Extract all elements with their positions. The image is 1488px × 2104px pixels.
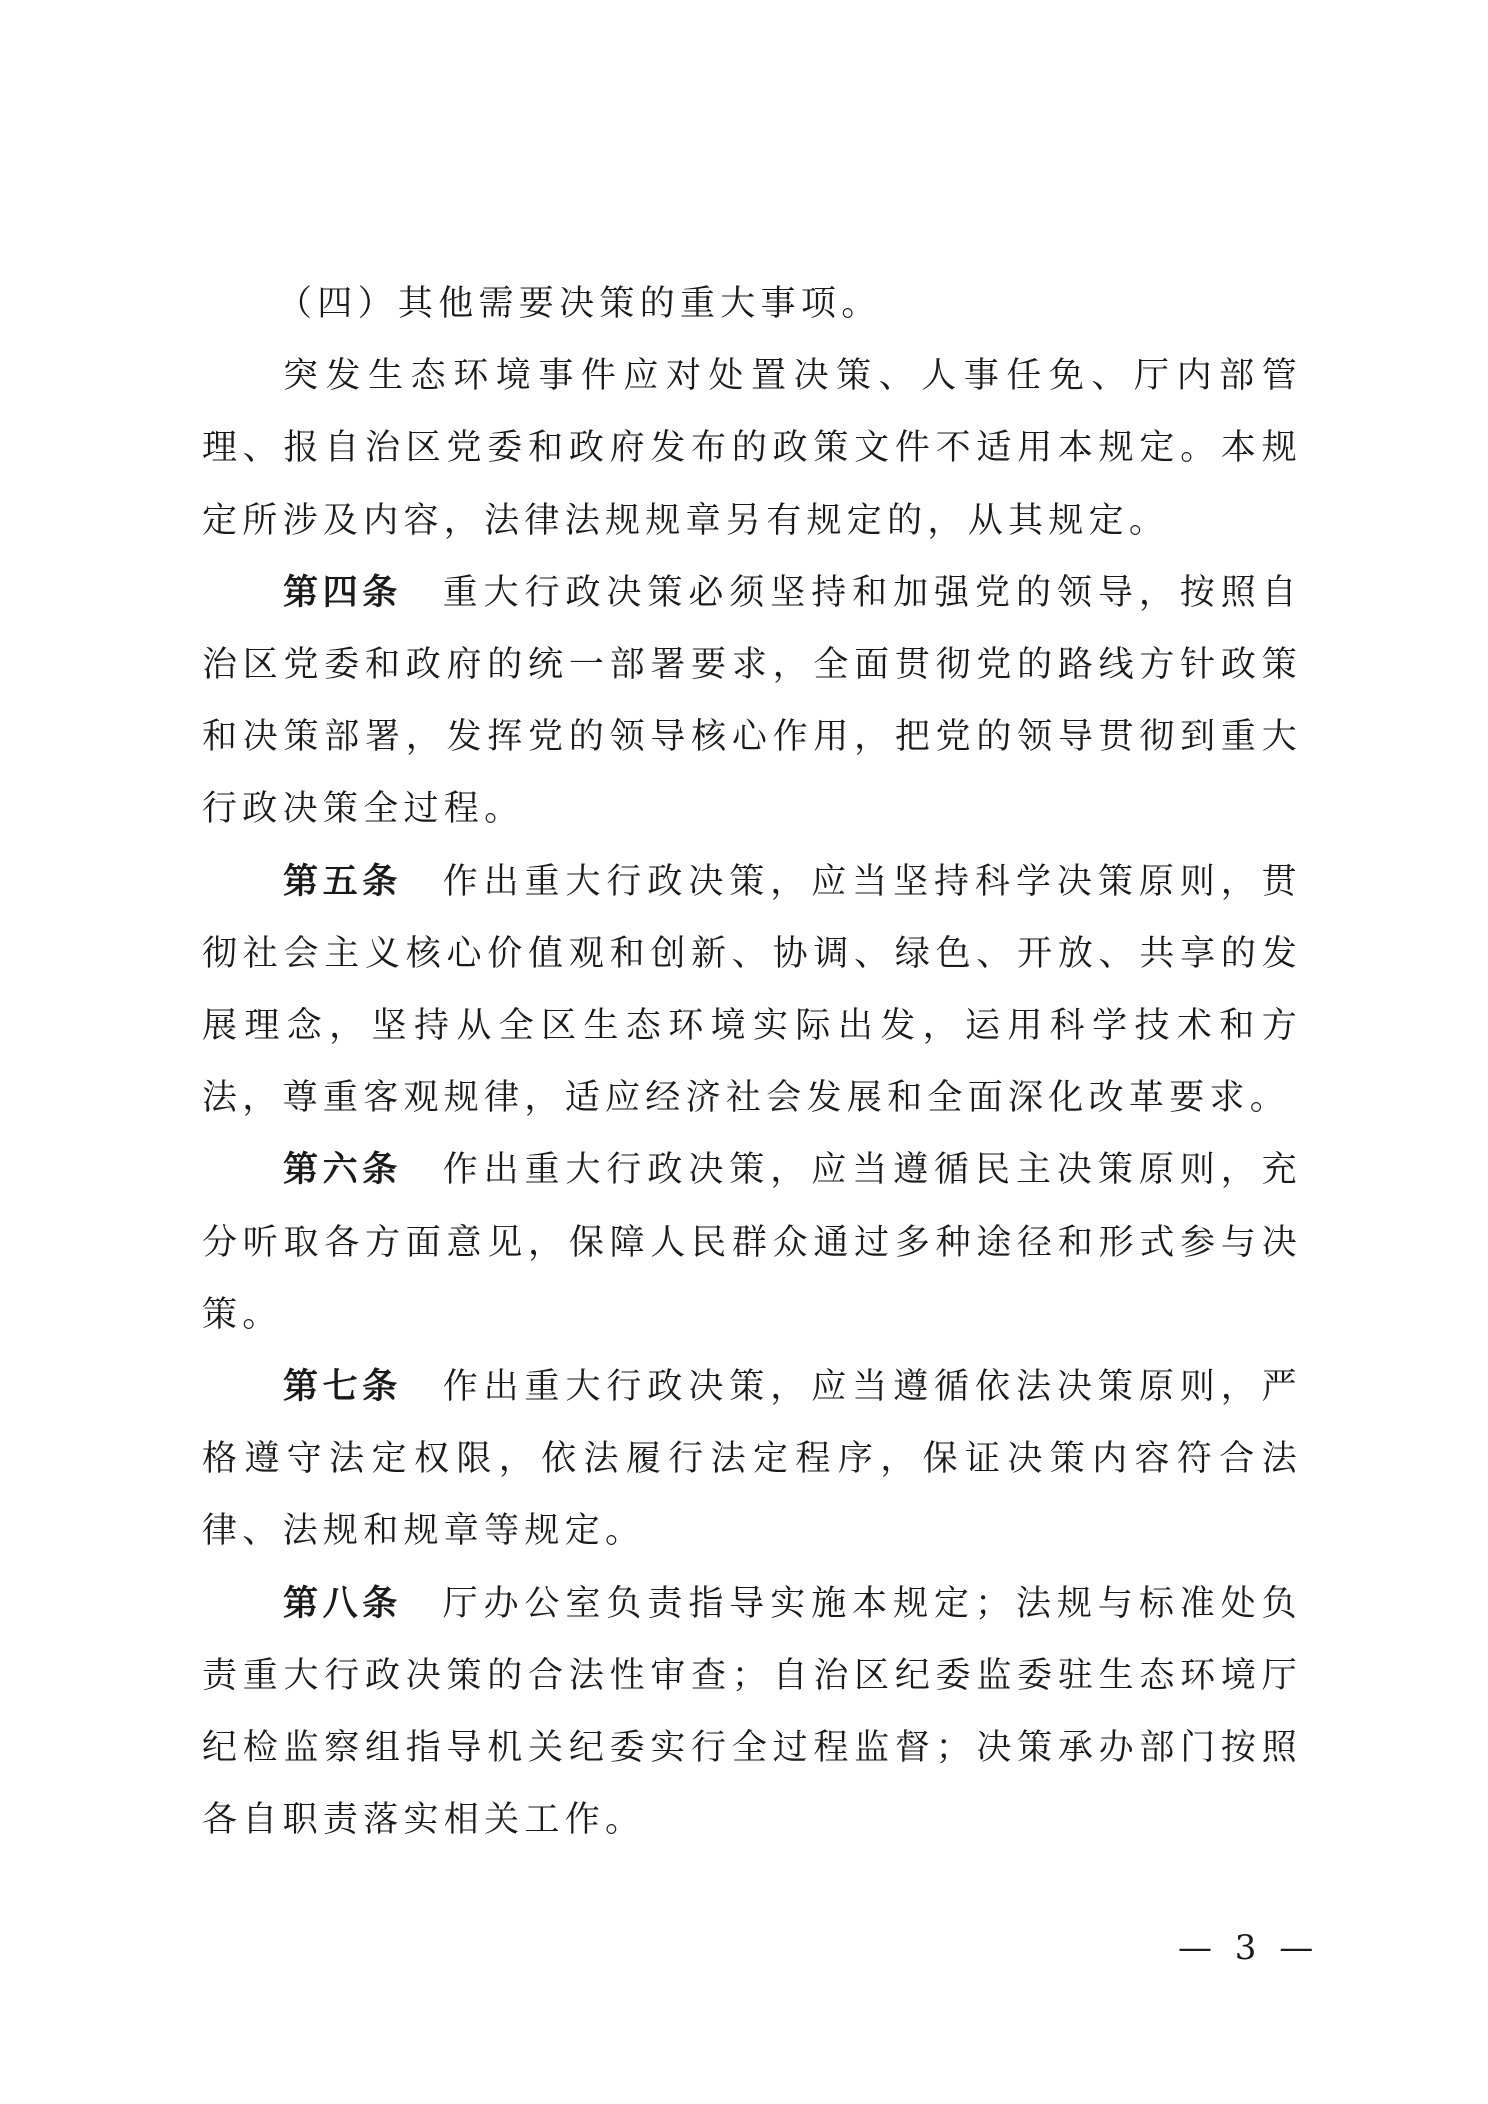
article-text: 作出重大行政决策，应当遵循民主决策原则，充分听取各方面意见，保障人民群众通过多种途径和形式参与决策。 <box>202 1150 1302 1335</box>
article-text: 重大行政决策必须坚持和加强党的领导，按照自治区党委和政府的统一部署要求，全面贯彻党的路线方针政策和决策部署，发挥党的领导核心作用，把党的领导贯彻到重大行政决策全过程。 <box>202 572 1302 830</box>
paragraph-exclusions <box>202 340 1302 557</box>
paragraph-item-4 <box>202 268 1302 340</box>
article-heading: 第六条 <box>283 1150 402 1191</box>
document-body <box>202 268 1302 1856</box>
article-heading: 第八条 <box>283 1583 402 1624</box>
article-heading: 第五条 <box>283 861 402 902</box>
article-text: 作出重大行政决策，应当遵循依法决策原则，严格遵守法定权限，依法履行法定程序，保证决策内容符合法律、法规和规章等规定。 <box>202 1367 1302 1552</box>
article-text: 作出重大行政决策，应当坚持科学决策原则，贯彻社会主义核心价值观和创新、协调、绿色、开放、共享的发展理念，坚持从全区生态环境实际出发，运用科学技术和方法，尊重客观规律，适应经济社会发展和全面深化改革要求。 <box>202 861 1302 1119</box>
article-8 <box>202 1568 1302 1857</box>
article-7 <box>202 1351 1302 1568</box>
page-number: — 3 — <box>1178 1928 1320 1968</box>
article-4 <box>202 557 1302 846</box>
article-heading: 第七条 <box>283 1367 402 1408</box>
article-heading: 第四条 <box>283 572 402 613</box>
article-text: 厅办公室负责指导实施本规定；法规与标准处负责重大行政决策的合法性审查；自治区纪委监委驻生态环境厅纪检监察组指导机关纪委实行全过程监督；决策承办部门按照各自职责落实相关工作。 <box>202 1583 1302 1841</box>
paragraph-text: （四）其他需要决策的重大事项。 <box>277 284 882 324</box>
paragraph-text: 突发生态环境事件应对处置决策、人事任免、厅内部管理、报自治区党委和政府发布的政策文件不适用本规定。本规定所涉及内容，法律法规规章另有规定的，从其规定。 <box>202 356 1302 541</box>
article-6 <box>202 1134 1302 1351</box>
article-5 <box>202 846 1302 1135</box>
